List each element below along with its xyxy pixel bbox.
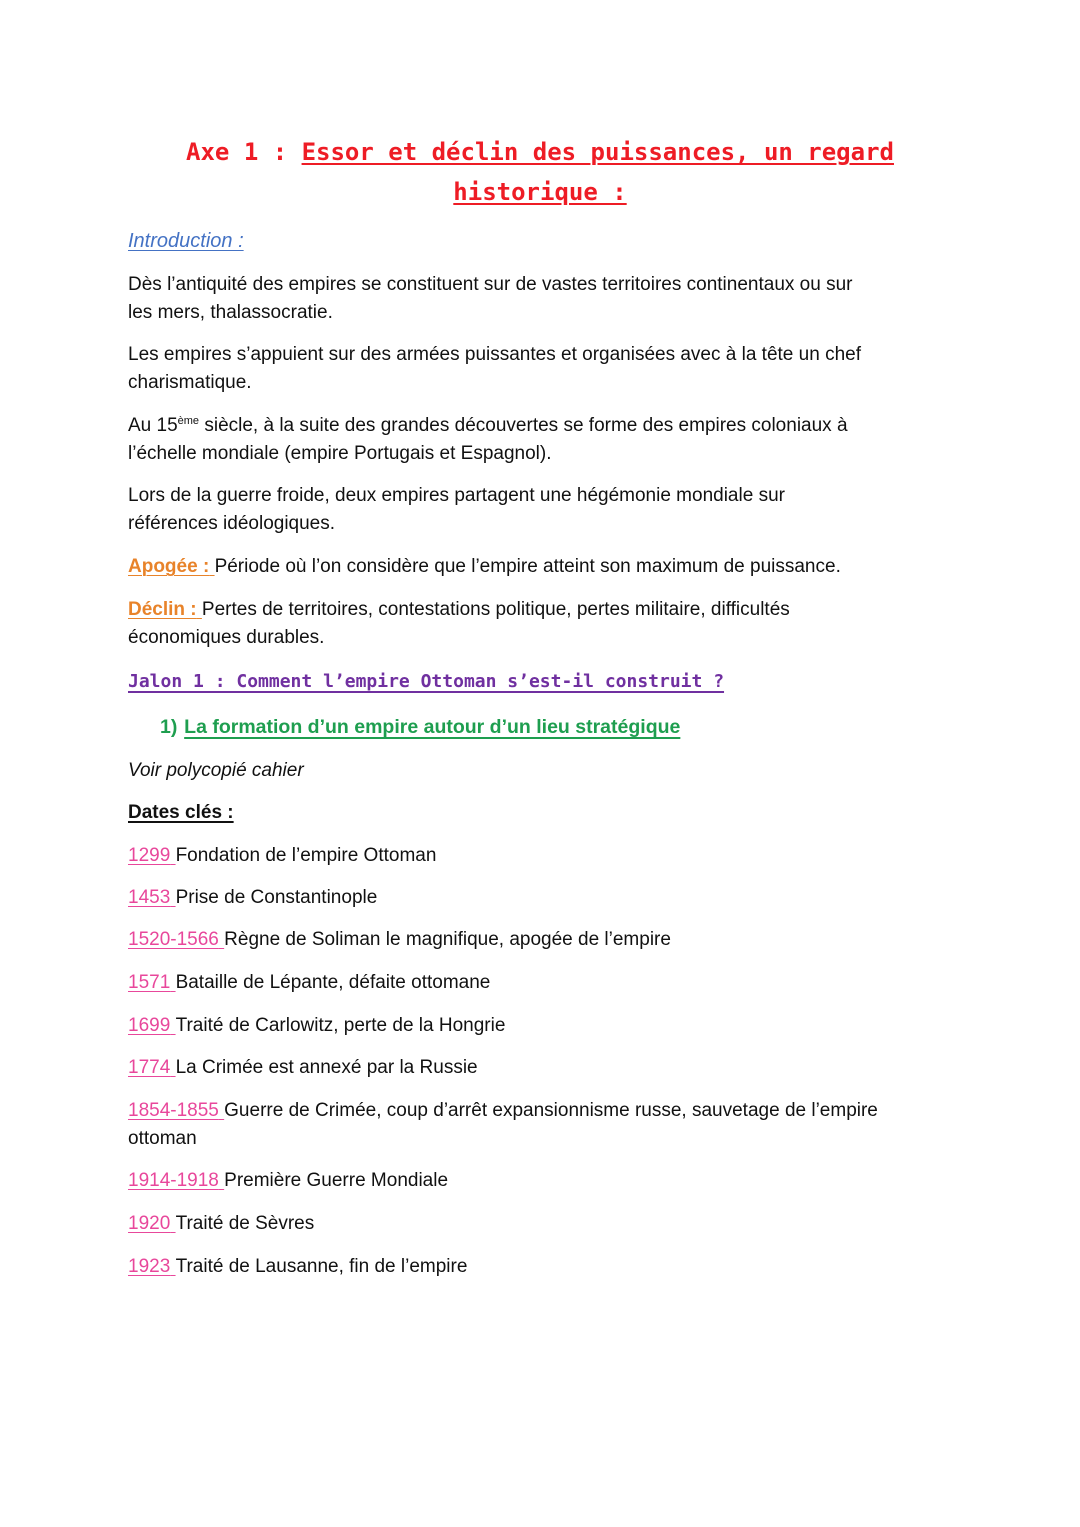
note: Voir polycopié cahier (128, 760, 304, 781)
date-description: Traité de Sèvres (175, 1213, 315, 1234)
date-description: Première Guerre Mondiale (224, 1170, 449, 1191)
introduction-heading: Introduction : (128, 230, 244, 252)
intro-paragraph-1 (128, 271, 852, 327)
date-description: Traité de Lausanne, fin de l’empire (175, 1256, 468, 1277)
date-item (128, 1210, 314, 1238)
date-year: 1914-1918 (128, 1170, 219, 1191)
paragraph-line: économiques durables. (128, 627, 325, 648)
date-item (128, 884, 377, 912)
date-item (128, 1167, 448, 1195)
paragraph-text: Au 15 (128, 415, 178, 436)
date-year: 1920 (128, 1213, 171, 1234)
date-description: Guerre de Crimée, coup d’arrêt expansionnisme russe, sauvetage de l’empire (224, 1100, 878, 1121)
date-item (128, 926, 671, 954)
date-year: 1453 (128, 887, 171, 908)
paragraph-line: l’échelle mondiale (empire Portugais et Espagnol). (128, 443, 552, 464)
page-title-line-2 (0, 172, 1080, 212)
dates-heading: Dates clés : (128, 802, 234, 823)
paragraph-line: Les empires s’appuient sur des armées puissantes et organisées avec à la tête un chef (128, 344, 861, 365)
date-description: Règne de Soliman le magnifique, apogée de l’empire (224, 929, 671, 950)
title-prefix: Axe 1 : (186, 138, 288, 166)
date-description: Fondation de l’empire Ottoman (175, 845, 437, 866)
definition-declin (128, 596, 790, 652)
paragraph-line (128, 1097, 878, 1125)
definition-term: Déclin : (128, 599, 197, 620)
date-year: 1923 (128, 1256, 171, 1277)
paragraph-line: charismatique. (128, 372, 252, 393)
definition-text: Période où l’on considère que l’empire atteint son maximum de puissance. (214, 556, 841, 577)
jalon-heading-block (128, 668, 724, 696)
date-description: La Crimée est annexé par la Russie (175, 1057, 478, 1078)
section-heading (160, 713, 680, 741)
date-description: Traité de Carlowitz, perte de la Hongrie (175, 1015, 506, 1036)
dates-heading-block (128, 799, 234, 827)
date-year: 1699 (128, 1015, 171, 1036)
title-main: Essor et déclin des puissances, un regard (301, 138, 894, 166)
date-year: 1774 (128, 1057, 171, 1078)
paragraph-line: Dès l’antiquité des empires se constituent sur de vastes territoires continentaux ou sur (128, 274, 853, 295)
title-main-continued: historique : (453, 178, 627, 206)
date-year: 1520-1566 (128, 929, 219, 950)
date-item (128, 1012, 505, 1040)
date-year: 1854-1855 (128, 1100, 219, 1121)
date-item (128, 969, 490, 997)
paragraph-line (128, 412, 848, 440)
section-title: La formation d’un empire autour d’un lieu stratégique (184, 716, 681, 738)
date-item (128, 1253, 467, 1281)
introduction-heading-block (128, 227, 244, 256)
page-title-line-1 (0, 132, 1080, 172)
date-description: Bataille de Lépante, défaite ottomane (175, 972, 491, 993)
date-year: 1571 (128, 972, 171, 993)
intro-paragraph-2 (128, 341, 861, 397)
definition-text: Pertes de territoires, contestations politique, pertes militaire, difficultés (201, 599, 790, 620)
paragraph-line: les mers, thalassocratie. (128, 302, 333, 323)
date-year: 1299 (128, 845, 171, 866)
paragraph-line: références idéologiques. (128, 513, 336, 534)
section-number: 1) (160, 716, 178, 738)
paragraph-line: Lors de la guerre froide, deux empires partagent une hégémonie mondiale sur (128, 485, 785, 506)
definition-term: Apogée : (128, 556, 210, 577)
date-item (128, 1054, 478, 1082)
date-description-continued: ottoman (128, 1128, 197, 1149)
intro-paragraph-3 (128, 412, 848, 468)
date-item (128, 842, 436, 870)
date-item (128, 1097, 878, 1153)
definition-apogee (128, 553, 841, 581)
date-description: Prise de Constantinople (175, 887, 378, 908)
intro-paragraph-4 (128, 482, 785, 538)
jalon-heading: Jalon 1 : Comment l’empire Ottoman s’est-il construit ? (128, 671, 725, 692)
superscript: ème (177, 415, 200, 427)
paragraph-line (128, 596, 790, 624)
paragraph-text: siècle, à la suite des grandes découvertes se forme des empires coloniaux à (199, 415, 848, 436)
